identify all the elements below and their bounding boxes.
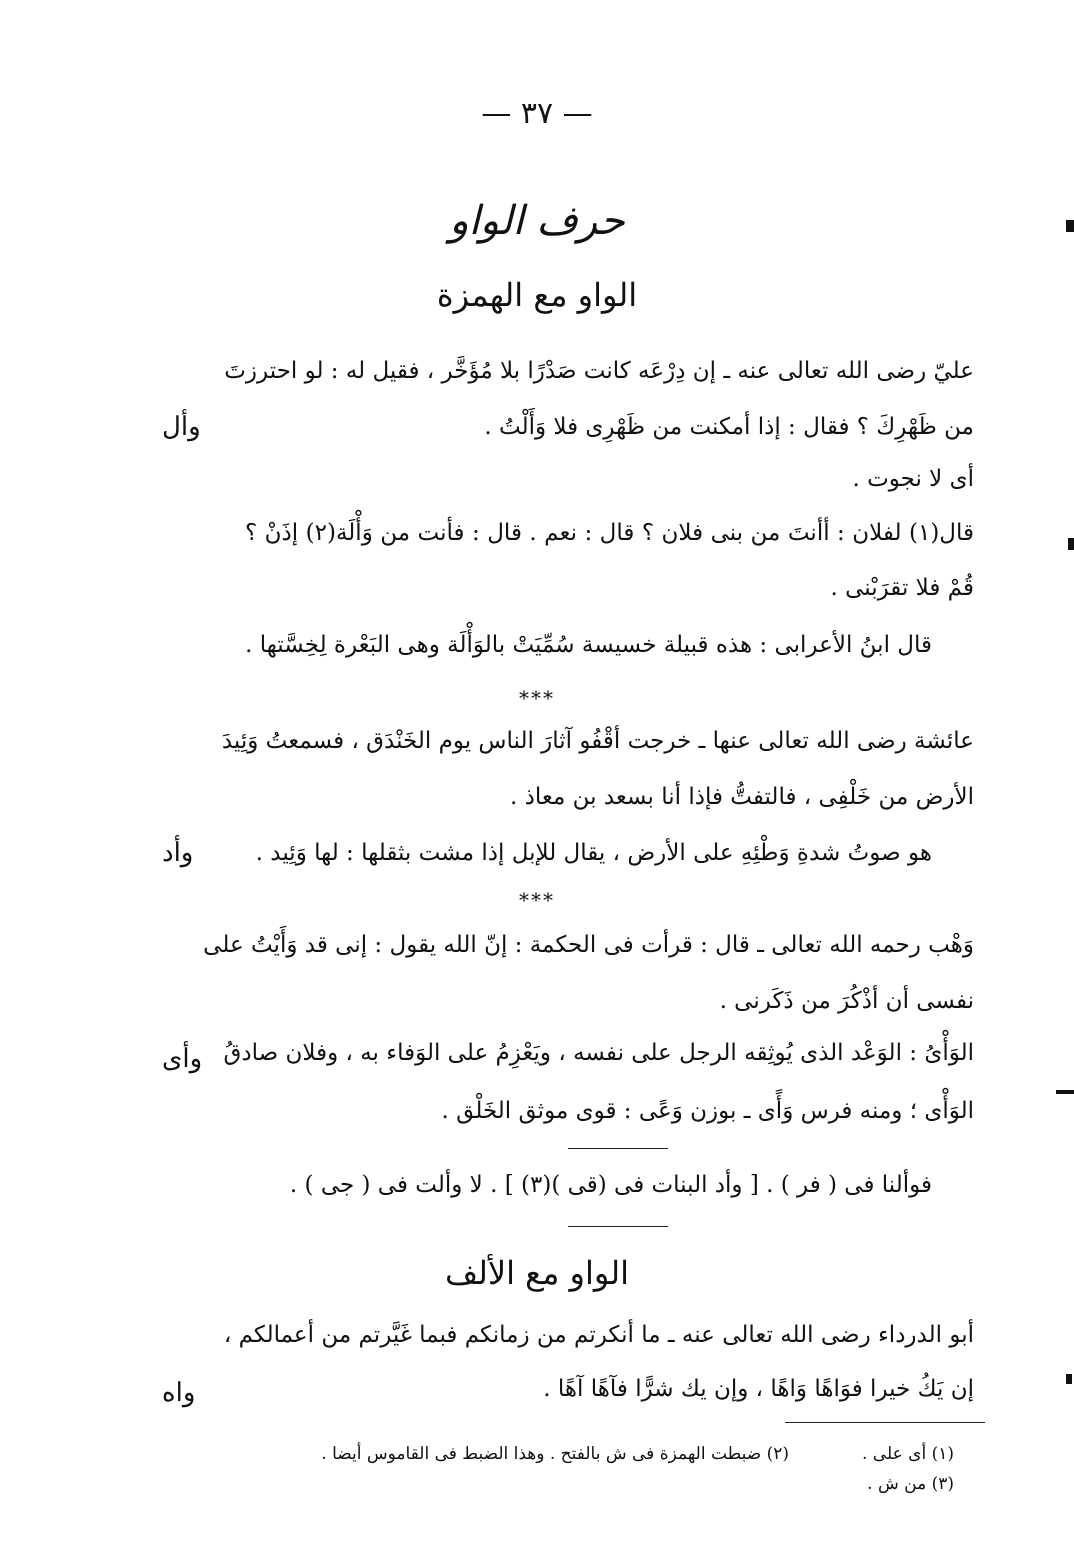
margin-headword: وأى [162,1044,203,1074]
divider-rule [568,1148,668,1149]
margin-headword: واه [162,1378,196,1408]
text-line: نفسى أن أذْكُرَ من ذَكَرنى . [719,988,974,1014]
footnote-3: (٣) من ش . [867,1474,954,1494]
text-line: الوَأْىُ : الوَعْد الذى يُوثِقه الرجل على نفسه ، ويَعْزِمُ على الوَفاء به ، وفلان صادقُ [223,1040,974,1066]
chapter-title: حرف الواو [449,198,625,244]
scan-edge-mark [1056,1090,1074,1094]
margin-headword: وأد [162,838,194,868]
text-line: قال ابنُ الأعرابى : هذه قبيلة خسيسة سُمِّيَتْ بالوَأْلَة وهى البَعْرة لِخِسَّتها . [245,632,932,658]
cross-reference-line: فوألنا فى ( فر ) . [ وأد البنات فى (قى )(٣) ] . لا وألت فى ( جى ) . [289,1172,932,1198]
section-title-waw-alif: الواو مع الألف [444,1254,630,1292]
footnote-1: (١) أى على . [862,1444,954,1464]
scan-edge-mark [1066,220,1074,232]
text-line: قال(١) لفلان : أأنتَ من بنى فلان ؟ قال : نعم . قال : فأنت من وَأْلَة(٢) إذَنْ ؟ [245,520,975,546]
text-line: أى لا نجوت . [852,466,974,492]
page-number: — ٣٧ — [481,96,593,131]
scan-edge-mark [1066,1374,1072,1384]
separator-stars: *** [519,686,555,710]
text-line: من ظَهْرِكَ ؟ فقال : إذا أمكنت من ظَهْرِى فلا وَأَلْتُ . [484,414,974,440]
text-line: إن يَكُ خيرا فوَاهًا وَاهًا ، وإن يك شرًّا فآهًا آهًا . [543,1376,974,1402]
text-line: وَهْب رحمه الله تعالى ـ قال : قرأت فى الحكمة : إنّ الله يقول : إنى قد وَأَيْتُ على [203,932,974,958]
text-line: هو صوتُ شدةِ وَطْئِهِ على الأرض ، يقال للإبل إذا مشت بثقلها : لها وَئِيد . [255,840,932,866]
scan-edge-mark [1068,538,1074,550]
separator-stars: *** [519,888,555,912]
text-line: عائشة رضى الله تعالى عنها ـ خرجت أقْفُو آثارَ الناس يوم الخَنْدَق ، فسمعتُ وَئِيدَ [221,728,974,754]
footnote-rule [785,1422,985,1423]
text-line: الوَأْى ؛ ومنه فرس وَأًى ـ بوزن وَعًى : قوى موثق الخَلْق . [441,1098,974,1124]
section-title-waw-hamza: الواو مع الهمزة [436,276,638,314]
text-line: أبو الدرداء رضى الله تعالى عنه ـ ما أنكرتم من زمانكم فبما غَيَّرتم من أعمالكم ، [223,1322,974,1348]
text-line: عليّ رضى الله تعالى عنه ـ إن دِرْعَه كانت صَدْرًا بلا مُؤَخَّر ، فقيل له : لو احترزتَ [224,358,974,384]
divider-rule [568,1226,668,1227]
text-line: الأرض من خَلْفِى ، فالتفتُّ فإذا أنا بسعد بن معاذ . [510,784,974,810]
footnote-2: (٢) ضبطت الهمزة فى ش بالفتح . وهذا الضبط فى القاموس أيضا . [321,1444,789,1464]
text-line: قُمْ فلا تقرَبْنى . [830,575,974,601]
margin-headword: وأل [162,412,201,442]
